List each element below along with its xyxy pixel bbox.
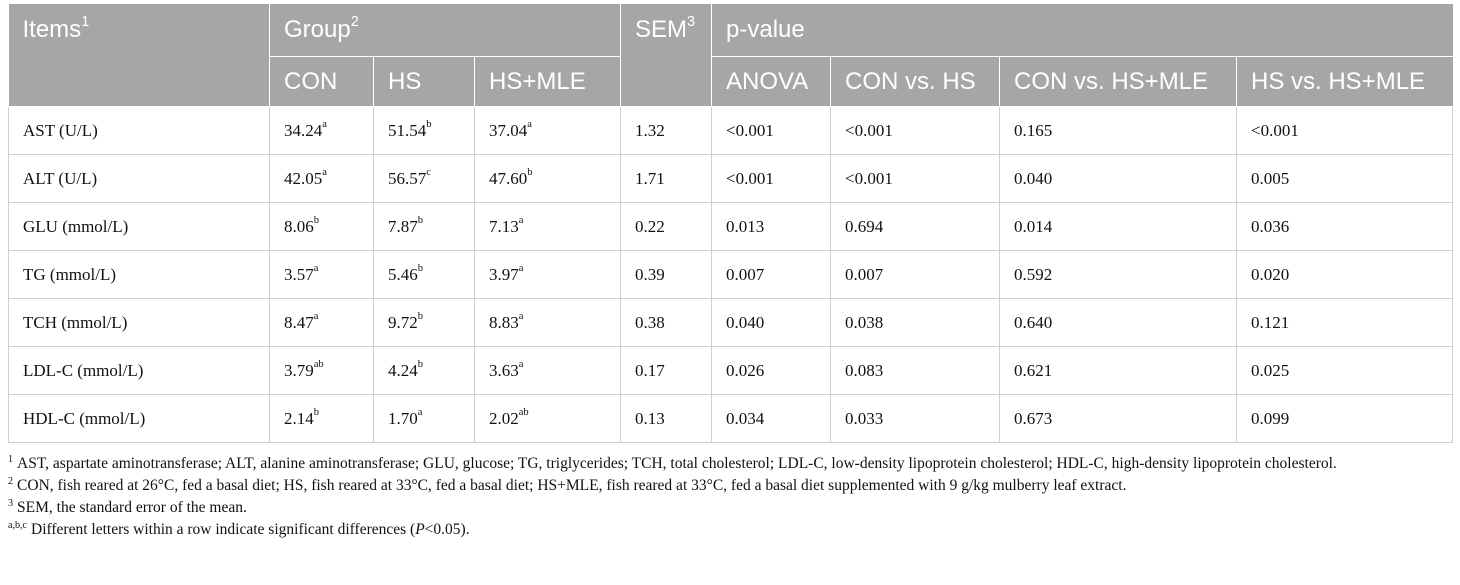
cell-con: 34.24$^a$ (270, 107, 374, 155)
header-con: CON (270, 57, 374, 107)
cell-hs-vs-hsmle: <0.001 (1237, 107, 1453, 155)
cell-item: AST (U/L) (9, 107, 270, 155)
header-hs-vs-hsmle: HS vs. HS+MLE (1237, 57, 1453, 107)
cell-con-vs-hs: 0.038 (831, 299, 1000, 347)
cell-item: TG (mmol/L) (9, 251, 270, 299)
cell-con: 3.57$^a$ (270, 251, 374, 299)
table-footnotes (8, 453, 1452, 541)
header-anova: ANOVA (712, 57, 831, 107)
cell-anova: <0.001 (712, 155, 831, 203)
table-row (9, 155, 1453, 203)
cell-hs-vs-hsmle: 0.121 (1237, 299, 1453, 347)
cell-hs: 56.57$^c$ (374, 155, 475, 203)
cell-con-vs-hs: 0.694 (831, 203, 1000, 251)
cell-sem: 1.32 (621, 107, 712, 155)
header-row-1 (9, 4, 1453, 57)
footnote-2: $^2$ CON, fish reared at 26°C, fed a basal diet; HS, fish reared at 33°C, fed a basal diet; HS+MLE, fish reared at 33°C, fed a basal diet supplemented with 9 g/kg mulberry leaf extract. (8, 475, 1127, 494)
cell-hsmle: 3.63$^a$ (475, 347, 621, 395)
cell-con-vs-hs: <0.001 (831, 107, 1000, 155)
cell-con-vs-hsmle: 0.621 (1000, 347, 1237, 395)
cell-con-vs-hs: 0.083 (831, 347, 1000, 395)
cell-hs-vs-hsmle: 0.005 (1237, 155, 1453, 203)
cell-con-vs-hsmle: 0.040 (1000, 155, 1237, 203)
header-pvalue: p-value (712, 4, 1453, 57)
cell-hsmle: 47.60$^b$ (475, 155, 621, 203)
table-wrapper (8, 4, 1452, 541)
cell-con-vs-hsmle: 0.673 (1000, 395, 1237, 443)
header-hsmle: HS+MLE (475, 57, 621, 107)
cell-sem: 0.38 (621, 299, 712, 347)
cell-con-vs-hs: <0.001 (831, 155, 1000, 203)
table-row (9, 107, 1453, 155)
data-table (8, 4, 1453, 443)
cell-con: 8.06$^b$ (270, 203, 374, 251)
cell-hs: 51.54$^b$ (374, 107, 475, 155)
cell-hsmle: 7.13$^a$ (475, 203, 621, 251)
cell-anova: 0.007 (712, 251, 831, 299)
cell-sem: 0.17 (621, 347, 712, 395)
cell-anova: <0.001 (712, 107, 831, 155)
cell-hsmle: 37.04$^a$ (475, 107, 621, 155)
table-row (9, 395, 1453, 443)
cell-hs: 4.24$^b$ (374, 347, 475, 395)
header-items: Items$^1$ (9, 4, 270, 107)
table-row (9, 203, 1453, 251)
cell-anova: 0.013 (712, 203, 831, 251)
cell-sem: 0.22 (621, 203, 712, 251)
cell-item: LDL-C (mmol/L) (9, 347, 270, 395)
header-con-vs-hs: CON vs. HS (831, 57, 1000, 107)
table-row (9, 347, 1453, 395)
cell-hs: 5.46$^b$ (374, 251, 475, 299)
header-sem: SEM$^3$ (621, 4, 712, 107)
header-group: Group$^2$ (270, 4, 621, 57)
cell-hsmle: 2.02$^{ab}$ (475, 395, 621, 443)
cell-con-vs-hsmle: 0.640 (1000, 299, 1237, 347)
cell-item: GLU (mmol/L) (9, 203, 270, 251)
cell-item: TCH (mmol/L) (9, 299, 270, 347)
table-row (9, 251, 1453, 299)
header-con-vs-hsmle: CON vs. HS+MLE (1000, 57, 1237, 107)
cell-hs-vs-hsmle: 0.020 (1237, 251, 1453, 299)
cell-anova: 0.040 (712, 299, 831, 347)
cell-hsmle: 3.97$^a$ (475, 251, 621, 299)
cell-con: 2.14$^b$ (270, 395, 374, 443)
footnote-1: $^1$ AST, aspartate aminotransferase; ALT, alanine aminotransferase; GLU, glucose; TG, triglycerides; TCH, total cholesterol; LDL-C, low-density lipoprotein cholesterol; HDL-C, high-density lipoprotein cholesterol. (8, 453, 1337, 472)
cell-sem: 1.71 (621, 155, 712, 203)
cell-hsmle: 8.83$^a$ (475, 299, 621, 347)
cell-con-vs-hsmle: 0.592 (1000, 251, 1237, 299)
cell-sem: 0.13 (621, 395, 712, 443)
cell-hs: 7.87$^b$ (374, 203, 475, 251)
cell-con: 8.47$^a$ (270, 299, 374, 347)
cell-con-vs-hsmle: 0.165 (1000, 107, 1237, 155)
cell-anova: 0.026 (712, 347, 831, 395)
cell-con-vs-hs: 0.007 (831, 251, 1000, 299)
footnote-4: $^{a,b,c}$ Different letters within a row indicate significant differences (P<0.05). (8, 519, 470, 538)
cell-anova: 0.034 (712, 395, 831, 443)
cell-con-vs-hs: 0.033 (831, 395, 1000, 443)
cell-hs: 9.72$^b$ (374, 299, 475, 347)
header-hs: HS (374, 57, 475, 107)
cell-hs-vs-hsmle: 0.099 (1237, 395, 1453, 443)
cell-hs: 1.70$^a$ (374, 395, 475, 443)
cell-item: ALT (U/L) (9, 155, 270, 203)
cell-con: 3.79$^{ab}$ (270, 347, 374, 395)
table-row (9, 299, 1453, 347)
cell-con: 42.05$^a$ (270, 155, 374, 203)
footnote-3: $^3$ SEM, the standard error of the mean. (8, 497, 247, 516)
cell-con-vs-hsmle: 0.014 (1000, 203, 1237, 251)
cell-sem: 0.39 (621, 251, 712, 299)
cell-hs-vs-hsmle: 0.036 (1237, 203, 1453, 251)
cell-item: HDL-C (mmol/L) (9, 395, 270, 443)
cell-hs-vs-hsmle: 0.025 (1237, 347, 1453, 395)
